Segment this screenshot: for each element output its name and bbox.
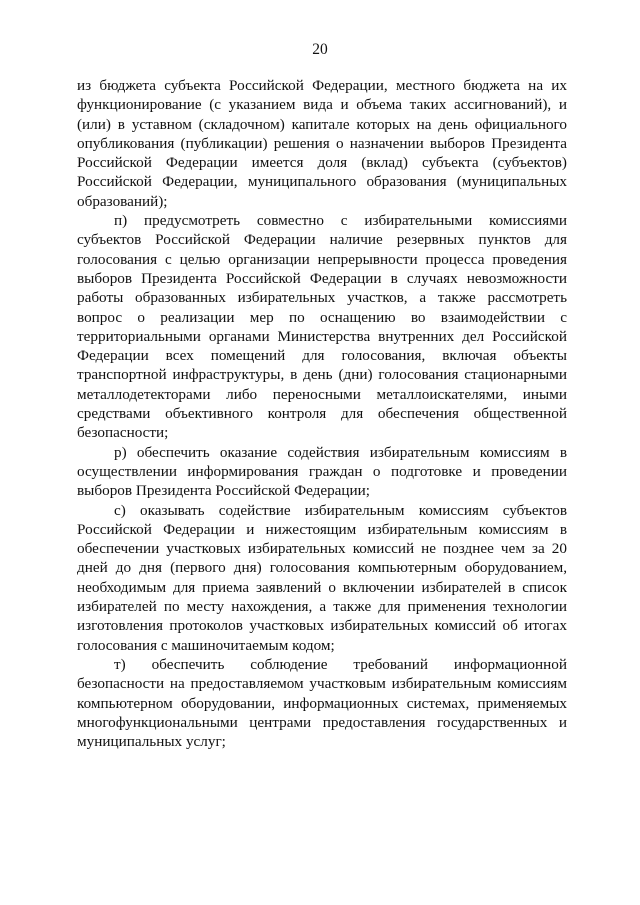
paragraph-item-r: р) обеспечить оказание содействия избирательным комиссиям в осуществлении информирования граждан о подготовке и проведении выборов Президента Российской Федерации;: [77, 443, 567, 500]
paragraph-item-p: п) предусмотреть совместно с избирательными комиссиями субъектов Российской Федерации наличие резервных пунктов для голосования с целью организации непрерывности процесса проведения выборов Президента Российской Федерации в случаях невозможности работы образованных избирательных участков, а также рассмотреть вопрос о реализации мер по оснащению во взаимодействии с территориальными органами Министерства внутренних дел Российской Федерации всех помещений для голосования, включая объекты транспортной инфраструктуры, в день (дни) голосования стационарными металлодетекторами либо переносными металлоискателями, иными средствами объективного контроля для обеспечения общественной безопасности;: [77, 212, 567, 442]
paragraph-continuation: из бюджета субъекта Российской Федерации, местного бюджета на их функционирование (с указанием вида и объема таких ассигнований), и (или) в уставном (складочном) капитале которых на день официального опубликования (публикации) решения о назначении выборов Президента Российской Федерации имеется доля (вклад) субъекта (субъектов) Российской Федерации, муниципального образования (муниципальных образований);: [77, 77, 567, 210]
document-body: [77, 76, 567, 751]
page-number: 20: [312, 41, 328, 58]
paragraph-item-s: с) оказывать содействие избирательным комиссиям субъектов Российской Федерации и нижестоящим избирательным комиссиям в обеспечении участковых избирательных комиссий не позднее чем за 20 дней до дня (первого дня) голосования компьютерным оборудованием, необходимым для приема заявлений о включении избирателей в список избирателей по месту нахождения, а также для применения технологии изготовления протоколов участковых избирательных комиссий об итогах голосования с машиночитаемым кодом;: [77, 501, 567, 654]
paragraph-item-t: т) обеспечить соблюдение требований информационной безопасности на предоставляемом участковым избирательным комиссиям компьютерном оборудовании, информационных системах, применяемых многофункциональными центрами предоставления государственных и муниципальных услуг;: [77, 655, 567, 751]
